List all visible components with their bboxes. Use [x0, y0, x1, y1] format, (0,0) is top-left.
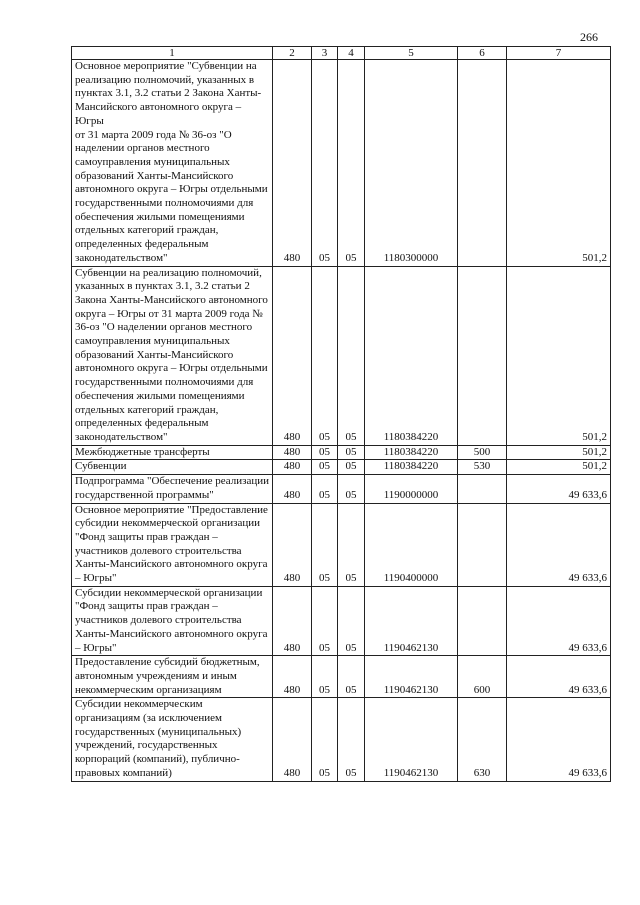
- row-name: Основное мероприятие "Предоставление субсидии некоммерческой организации "Фонд защиты прав граждан – участников долевого строительства Ханты-Мансийского автономного округа – Югры": [72, 503, 273, 586]
- budget-table: [71, 46, 611, 782]
- row-col-2: 480: [273, 445, 312, 460]
- row-name: Субвенции на реализацию полномочий, указанных в пунктах 3.1, 3.2 статьи 2 Закона Ханты-Мансийского автономного округа – Югры от 31 марта 2009 года № 36-оз "О наделении органов местного самоуправления муниципальных образований Ханты-Мансийского автономного округа – Югры отдельными государственными полномочиями для обеспечения жилыми помещениями отдельных категорий граждан, определенных федеральным законодательством": [72, 266, 273, 445]
- header-row: [72, 47, 611, 60]
- row-col-6: 500: [458, 445, 507, 460]
- table-row: [72, 475, 611, 503]
- table-row: [72, 445, 611, 460]
- row-col-6: [458, 266, 507, 445]
- row-name: Субсидии некоммерческим организациям (за исключением государственных (муниципальных) учреждений, государственных корпораций (компаний), публично-правовых компаний): [72, 698, 273, 781]
- row-name: Субвенции: [72, 460, 273, 475]
- row-col-2: 480: [273, 266, 312, 445]
- row-col-5: 1180384220: [365, 266, 458, 445]
- row-col-3: 05: [312, 698, 338, 781]
- row-col-7: 49 633,6: [507, 698, 611, 781]
- row-col-2: 480: [273, 460, 312, 475]
- row-col-6: [458, 503, 507, 586]
- header-col-7: 7: [507, 47, 611, 60]
- header-col-5: 5: [365, 47, 458, 60]
- row-col-6: 530: [458, 460, 507, 475]
- row-col-5: 1190462130: [365, 586, 458, 656]
- row-col-7: 501,2: [507, 60, 611, 267]
- table-row: [72, 60, 611, 267]
- row-name: Основное мероприятие "Субвенции на реализацию полномочий, указанных в пунктах 3.1, 3.2 статьи 2 Закона Ханты-Мансийского автономного округа – Югры от 31 марта 2009 года № 36-оз "О наделении органов местного самоуправления муниципальных образований Ханты-Мансийского автономного округа – Югры отдельными государственными полномочиями для обеспечения жилыми помещениями отдельных категорий граждан, определенных федеральным законодательством": [72, 60, 273, 267]
- row-col-6: 600: [458, 656, 507, 698]
- row-col-3: 05: [312, 266, 338, 445]
- row-col-5: 1190000000: [365, 475, 458, 503]
- header-col-2: 2: [273, 47, 312, 60]
- table-row: [72, 460, 611, 475]
- row-col-4: 05: [338, 266, 365, 445]
- row-col-7: 49 633,6: [507, 475, 611, 503]
- row-col-6: [458, 475, 507, 503]
- row-col-3: 05: [312, 475, 338, 503]
- row-col-4: 05: [338, 460, 365, 475]
- row-col-3: 05: [312, 586, 338, 656]
- row-col-7: 49 633,6: [507, 586, 611, 656]
- row-col-5: 1180384220: [365, 445, 458, 460]
- row-col-4: 05: [338, 445, 365, 460]
- row-col-2: 480: [273, 60, 312, 267]
- row-col-4: 05: [338, 503, 365, 586]
- row-col-7: 501,2: [507, 445, 611, 460]
- row-col-3: 05: [312, 60, 338, 267]
- row-col-6: 630: [458, 698, 507, 781]
- header-col-4: 4: [338, 47, 365, 60]
- row-name: Подпрограмма "Обеспечение реализации государственной программы": [72, 475, 273, 503]
- row-col-6: [458, 586, 507, 656]
- row-col-7: 49 633,6: [507, 656, 611, 698]
- header-col-3: 3: [312, 47, 338, 60]
- row-col-4: 05: [338, 586, 365, 656]
- row-col-6: [458, 60, 507, 267]
- row-col-4: 05: [338, 656, 365, 698]
- header-col-6: 6: [458, 47, 507, 60]
- table-row: [72, 266, 611, 445]
- row-name: Субсидии некоммерческой организации "Фонд защиты прав граждан – участников долевого строительства Ханты-Мансийского автономного округа – Югры": [72, 586, 273, 656]
- row-col-3: 05: [312, 656, 338, 698]
- row-col-2: 480: [273, 475, 312, 503]
- table-row: [72, 586, 611, 656]
- row-col-4: 05: [338, 60, 365, 267]
- row-col-2: 480: [273, 698, 312, 781]
- row-col-7: 501,2: [507, 460, 611, 475]
- row-col-5: 1180384220: [365, 460, 458, 475]
- row-col-4: 05: [338, 698, 365, 781]
- row-col-5: 1190462130: [365, 698, 458, 781]
- row-col-3: 05: [312, 460, 338, 475]
- row-col-5: 1190400000: [365, 503, 458, 586]
- row-col-2: 480: [273, 503, 312, 586]
- row-col-3: 05: [312, 503, 338, 586]
- row-col-5: 1180300000: [365, 60, 458, 267]
- row-col-2: 480: [273, 656, 312, 698]
- row-col-4: 05: [338, 475, 365, 503]
- row-col-2: 480: [273, 586, 312, 656]
- row-name: Межбюджетные трансферты: [72, 445, 273, 460]
- row-name: Предоставление субсидий бюджетным, автономным учреждениям и иным некоммерческим организациям: [72, 656, 273, 698]
- header-col-1: 1: [72, 47, 273, 60]
- table-row: [72, 503, 611, 586]
- table-row: [72, 698, 611, 781]
- row-col-3: 05: [312, 445, 338, 460]
- table-row: [72, 656, 611, 698]
- row-col-7: 49 633,6: [507, 503, 611, 586]
- row-col-7: 501,2: [507, 266, 611, 445]
- row-col-5: 1190462130: [365, 656, 458, 698]
- page-number: 266: [580, 30, 598, 44]
